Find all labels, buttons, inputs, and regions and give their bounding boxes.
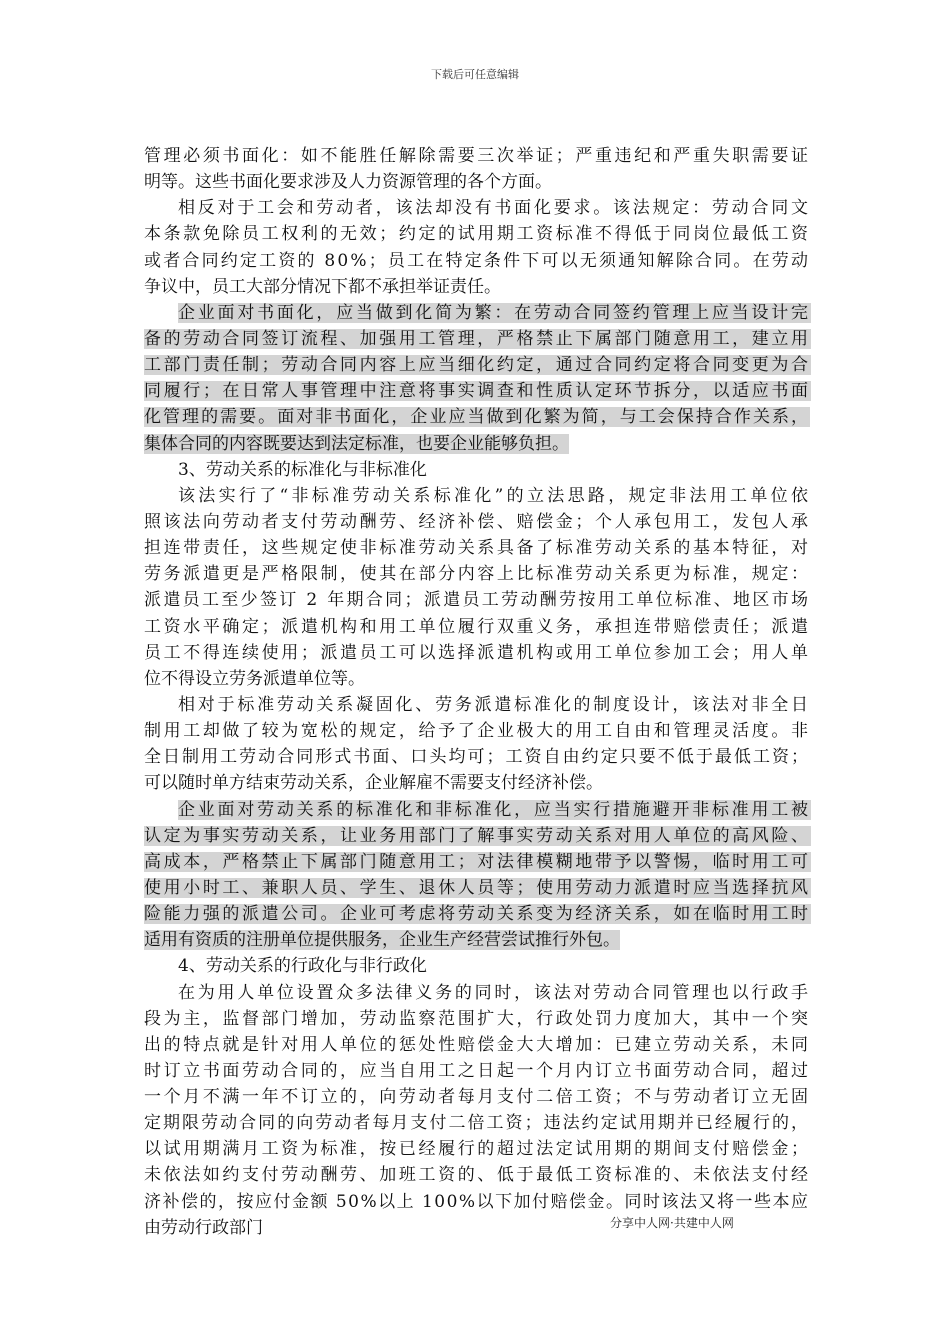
text-line [144,770,808,796]
line-text: 由劳动行政部门 [144,1217,263,1238]
text-line [144,797,811,823]
line-text: 段为主，监督部门增加，劳动监察范围扩大，行政处罚力度加大，其中一个突 [144,1008,811,1029]
line-text: 管理必须书面化：如不能胜任解除需要三次举证；严重违纪和严重失职需要证 [144,146,811,166]
line-text: 未依法如约支付劳动酬劳、加班工资的、低于最低工资标准的、未依法支付经 [144,1165,811,1186]
text-line [144,535,811,561]
highlighted-text: 认定为事实劳动关系，让业务用部门了解事实劳动关系对用人单位的高风险、 [144,825,811,846]
text-line [144,640,811,666]
text-line [144,561,811,587]
text-line [144,1084,811,1110]
text-line [144,378,811,404]
text-line [144,1110,811,1136]
line-text: 可以随时单方结束劳动关系，企业解雇不需要支付经济补偿。 [144,773,603,794]
text-line [144,587,811,613]
highlighted-text: 集体合同的内容既要达到法定标准，也要企业能够负担。 [144,433,569,454]
text-line [144,431,808,457]
line-text: 工资水平确定；派遣机构和用工单位履行双重义务，承担连带赔偿责任；派遣 [144,616,811,637]
line-text: 该法实行了“非标准劳动关系标准化”的立法思路，规定非法用工单位依 [178,485,812,506]
text-line [144,248,811,274]
highlighted-text: 企业面对书面化，应当做到化简为繁：在劳动合同签约管理上应当设计完 [178,302,811,323]
text-line [144,143,811,169]
line-text: 全日制用工劳动合同形式书面、口头均可；工资自由约定只要不低于最低工资； [144,747,811,768]
text-line [144,300,811,326]
line-text: 位不得设立劳务派遣单位等。 [144,668,365,689]
text-line [144,823,811,849]
text-line [144,195,811,221]
text-line [144,274,808,300]
text-line [144,718,811,744]
text-line [144,1006,811,1032]
highlighted-text: 同履行；在日常人事管理中注意将事实调查和性质认定环节拆分，以适应书面 [144,381,811,402]
highlighted-text: 企业面对劳动关系的标准化和非标准化，应当实行措施避开非标准用工被 [178,799,811,820]
line-text: 争议中，员工大部分情况下都不承担举证责任。 [144,276,501,297]
text-line [144,1032,811,1058]
page-footer: 分享中人网·共建中人网 [610,1216,734,1230]
line-text: 照该法向劳动者支付劳动酬劳、经济补偿、赔偿金；个人承包用工，发包人承 [144,511,811,532]
text-line [144,1189,808,1215]
text-line [144,875,811,901]
text-line [144,352,811,378]
text-line [144,666,808,692]
line-text: 相对于标准劳动关系凝固化、劳务派遣标准化的制度设计，该法对非全日 [178,694,811,715]
line-text: 本条款免除员工权利的无效；约定的试用期工资标准不得低于同岗位最低工资 [144,224,811,245]
text-line [144,744,811,770]
page-header: 下载后可任意编辑 [431,68,519,81]
document-body [144,143,812,1241]
text-line [144,404,811,430]
text-line [144,614,811,640]
line-text: 派遣员工至少签订 2 年期合同；派遣员工劳动酬劳按用工单位标准、地区市场 [144,590,811,611]
text-line [144,901,811,927]
text-line [144,927,808,953]
highlighted-text: 化管理的需要。面对非书面化，企业应当做到化繁为简，与工会保持合作关系， [144,407,811,428]
text-line [144,457,808,483]
line-text: 相反对于工会和劳动者，该法却没有书面化要求。该法规定：劳动合同文 [178,198,811,219]
text-line [144,221,811,247]
line-text: 一个月不满一年不订立的，向劳动者每月支付二倍工资；不与劳动者订立无固 [144,1087,811,1108]
text-line [144,483,812,509]
line-text: 在为用人单位设置众多法律义务的同时，该法对劳动合同管理也以行政手 [178,982,811,1003]
line-text: 3、劳动关系的标准化与非标准化 [178,459,427,480]
line-text: 4、劳动关系的行政化与非行政化 [178,956,427,977]
line-text: 济补偿的，按应付金额 50%以上 100%以下加付赔偿金。同时该法又将一些本应 [144,1191,810,1212]
text-line [144,169,808,195]
highlighted-text: 备的劳动合同签订流程、加强用工管理，严格禁止下属部门随意用工，建立用 [144,328,811,349]
line-text: 明等。这些书面化要求涉及人力资源管理的各个方面。 [144,172,552,193]
highlighted-text: 适用有资质的注册单位提供服务，企业生产经营尝试推行外包。 [144,930,620,951]
text-line [144,509,811,535]
line-text: 或者合同约定工资的 80%；员工在特定条件下可以无须通知解除合同。在劳动 [144,250,811,271]
text-line [144,953,808,979]
line-text: 制用工却做了较为宽松的规定，给予了企业极大的用工自由和管理灵活度。非 [144,721,811,742]
text-line [144,1136,811,1162]
line-text: 劳务派遣更是严格限制，使其在部分内容上比标准劳动关系更为标准，规定： [144,564,811,585]
text-line [144,326,811,352]
text-line [144,1058,811,1084]
highlighted-text: 使用小时工、兼职人员、学生、退休人员等；使用劳动力派遣时应当选择抗风 [144,877,811,898]
highlighted-text: 工部门责任制；劳动合同内容上应当细化约定，通过合同约定将合同变更为合 [144,355,811,376]
highlighted-text: 高成本，严格禁止下属部门随意用工；对法律模糊地带予以警惕，临时用工可 [144,851,811,872]
highlighted-text: 险能力强的派遣公司。企业可考虑将劳动关系变为经济关系，如在临时用工时 [144,904,811,925]
line-text: 以试用期满月工资为标准，按已经履行的超过法定试用期的期间支付赔偿金； [144,1139,811,1160]
text-line [144,1162,811,1188]
text-line [144,849,811,875]
line-text: 定期限劳动合同的向劳动者每月支付二倍工资；违法约定试用期并已经履行的， [144,1113,811,1134]
text-line [144,980,811,1006]
line-text: 时订立书面劳动合同的，应当自用工之日起一个月内订立书面劳动合同，超过 [144,1060,811,1081]
line-text: 担连带责任，这些规定使非标准劳动关系具备了标准劳动关系的基本特征，对 [144,538,811,559]
line-text: 员工不得连续使用；派遣员工可以选择派遣机构或用工单位参加工会；用人单 [144,642,811,663]
line-text: 出的特点就是针对用人单位的惩处性赔偿金大大增加：已建立劳动关系，未同 [144,1034,811,1055]
text-line [144,692,811,718]
